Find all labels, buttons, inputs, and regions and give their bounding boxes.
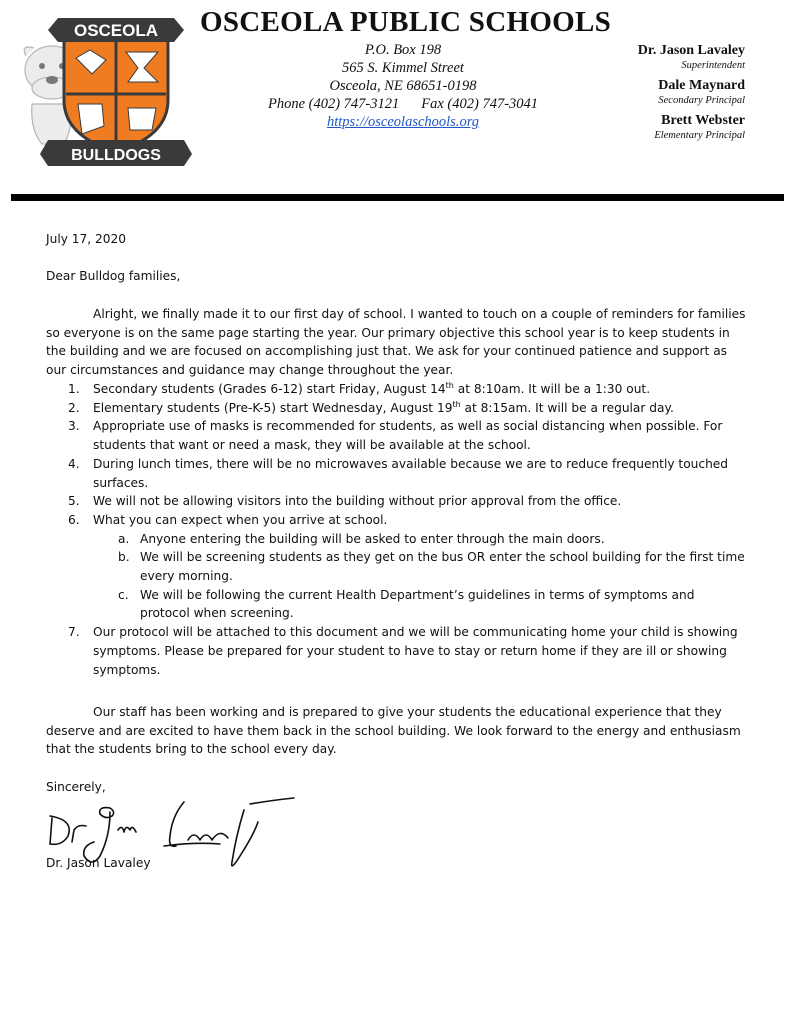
address-block <box>240 41 566 131</box>
staff-title-superintendent: Superintendent <box>681 60 745 71</box>
sub-list-item-text: Anyone entering the building will be asked to enter through the main doors. <box>140 531 605 546</box>
logo-top-text: OSCEOLA <box>73 21 159 40</box>
list-item <box>46 623 746 679</box>
list-item <box>46 492 746 511</box>
list-item-number: 2. <box>68 400 80 415</box>
letter-date: July 17, 2020 <box>46 232 127 246</box>
list-item <box>46 455 746 492</box>
list-item-number: 4. <box>68 456 80 471</box>
list-item-number: 3. <box>68 419 80 434</box>
reminder-list <box>46 380 746 679</box>
list-item-text: Our protocol will be attached to this document and we will be communicating home your child is showing symptoms. Please be prepared for your student to have to stay or return home if they are ill or showing symptoms. <box>93 625 738 677</box>
sub-list-item-letter: a. <box>118 531 130 546</box>
list-item <box>46 511 746 623</box>
sub-list-item-letter: b. <box>118 550 130 565</box>
staff-title-elementary-principal: Elementary Principal <box>654 130 745 141</box>
website-link[interactable]: https://osceolaschools.org <box>326 114 480 130</box>
letter-closing: Sincerely, <box>46 780 106 794</box>
letterhead-divider <box>11 194 784 201</box>
list-item <box>46 399 746 418</box>
staff-directory <box>545 42 745 147</box>
sub-list-item <box>93 548 746 585</box>
city-state-zip: Osceola, NE 68651-0198 <box>329 78 477 94</box>
list-item-text: Secondary students (Grades 6-12) start Friday, August 14 <box>93 382 446 396</box>
list-item-text: We will not be allowing visitors into the building without prior approval from the office. <box>93 494 622 509</box>
list-item-number: 1. <box>68 382 80 396</box>
sub-list-item-letter: c. <box>118 587 129 602</box>
list-item-number: 6. <box>68 512 80 527</box>
logo-bottom-text: BULLDOGS <box>71 147 161 164</box>
ordinal-suffix: th <box>452 399 461 409</box>
list-item-text: Elementary students (Pre-K-5) start Wednesday, August 19 <box>93 400 453 415</box>
list-item-number: 5. <box>68 494 80 509</box>
list-item <box>46 380 746 399</box>
list-item-text: Appropriate use of masks is recommended for students, as well as social distancing when possible. For students that want or need a mask, they will be available at the school. <box>93 419 723 453</box>
signer-name: Dr. Jason Lavaley <box>46 856 151 870</box>
list-item-text: What you can expect when you arrive at school. <box>93 512 388 527</box>
phone-number: Phone (402) 747-3121 <box>267 96 400 112</box>
sub-list-item-text: We will be following the current Health Department’s guidelines in terms of symptoms and protocol when screening. <box>140 587 695 621</box>
closing-paragraph: Our staff has been working and is prepared to give your students the educational experience that they deserve and are excited to have them back in the school building. We look forward to the energy and enthusiasm that the students bring to the school every day. <box>46 705 741 757</box>
list-item <box>46 417 746 454</box>
arrival-sublist <box>93 530 746 624</box>
letter-greeting: Dear Bulldog families, <box>46 269 181 283</box>
po-box: P.O. Box 198 <box>364 42 442 58</box>
sub-list-item <box>93 530 746 549</box>
street-address: 565 S. Kimmel Street <box>342 60 464 76</box>
list-item-text-end: at 8:15am. It will be a regular day. <box>460 400 674 415</box>
list-item-text-end: at 8:10am. It will be a 1:30 out. <box>453 382 651 396</box>
school-logo <box>12 8 198 168</box>
ordinal-suffix: th <box>445 380 454 390</box>
list-item-text: During lunch times, there will be no microwaves available because we are to reduce frequently touched surfaces. <box>93 456 729 490</box>
sub-list-item <box>93 586 746 623</box>
staff-name-secondary-principal: Dale Maynard <box>658 78 745 93</box>
staff-name-superintendent: Dr. Jason Lavaley <box>637 43 745 58</box>
intro-paragraph: Alright, we finally made it to our first day of school. I wanted to touch on a couple of reminders for families so everyone is on the same page starting the year. Our primary objective this school year is to keep students in the building and we are focused on accomplishing just that. We ask for your continued patience and support as our circumstances and guidance may change throughout the year. <box>46 307 746 378</box>
fax-number: Fax (402) 747-3041 <box>421 96 539 112</box>
sub-list-item-text: We will be screening students as they get on the bus OR enter the school building for the first time every morning. <box>140 550 745 584</box>
school-name: OSCEOLA PUBLIC SCHOOLS <box>200 6 612 38</box>
list-item-number: 7. <box>68 625 80 640</box>
phone-fax-row <box>240 95 566 113</box>
staff-title-secondary-principal: Secondary Principal <box>658 95 745 106</box>
staff-name-elementary-principal: Brett Webster <box>661 113 745 128</box>
